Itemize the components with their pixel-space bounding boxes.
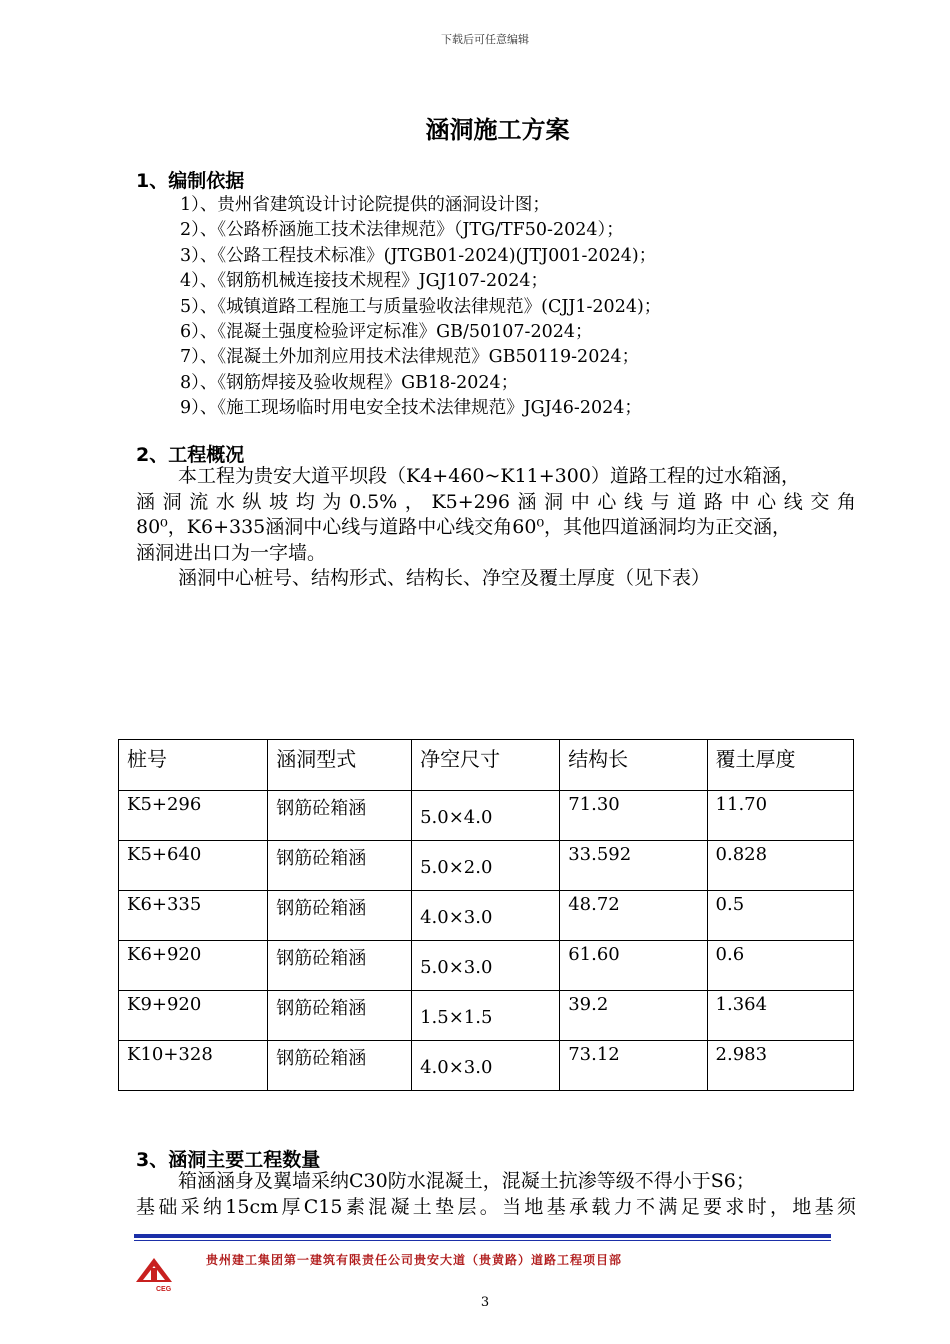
- reference-item: 6）、《混凝土强度检验评定标准》GB/50107-2024；: [180, 322, 593, 343]
- footer-rule-thick: [134, 1234, 831, 1238]
- table-row: [119, 841, 854, 891]
- table-cell: 钢筋砼箱涵: [268, 1041, 412, 1091]
- table-cell: 48.72: [560, 891, 707, 941]
- overview-line: 涵洞进出口为一字墙。: [136, 541, 327, 564]
- reference-item: 4）、《钢筋机械连接技术规程》JGJ107-2024；: [180, 271, 548, 292]
- overview-line: 80⁰，K6+335涵洞中心线与道路中心线交角60⁰，其他四道涵洞均为正交涵，: [136, 516, 792, 538]
- reference-item: 9）、《施工现场临时用电安全技术法律规范》JGJ46-2024；: [180, 398, 642, 419]
- section-3-body: [136, 1169, 856, 1220]
- table-cell: 钢筋砼箱涵: [268, 891, 412, 941]
- table-cell: 钢筋砼箱涵: [268, 841, 412, 891]
- reference-list: [180, 193, 661, 422]
- footer-rule-thin: [134, 1240, 831, 1241]
- table-cell: 4.0×3.0: [412, 1041, 560, 1091]
- table-row: [119, 891, 854, 941]
- table-cell: 钢筋砼箱涵: [268, 941, 412, 991]
- table-header-cell: 结构长: [560, 740, 707, 791]
- table-row: [119, 791, 854, 841]
- table-row: [119, 941, 854, 991]
- table-cell: 钢筋砼箱涵: [268, 791, 412, 841]
- logo-text: CEG: [156, 1286, 172, 1293]
- page-number: 3: [480, 1295, 490, 1310]
- table-cell: 39.2: [560, 991, 707, 1041]
- footer-organization: 贵州建工集团第一建筑有限责任公司贵安大道（贵黄路）道路工程项目部: [206, 1253, 623, 1267]
- reference-item: 2）、《公路桥涵施工技术法律规范》（JTG/TF50-2024）；: [180, 220, 624, 241]
- reference-item: 5）、《城镇道路工程施工与质量验收法律规范》(CJJ1-2024)；: [180, 296, 662, 317]
- table-cell: K10+328: [119, 1041, 268, 1091]
- table-cell: 0.5: [707, 891, 853, 941]
- table-header-cell: 覆土厚度: [707, 740, 853, 791]
- table-cell: 71.30: [560, 791, 707, 841]
- table-header-cell: 涵洞型式: [268, 740, 412, 791]
- table-cell: 2.983: [707, 1041, 853, 1091]
- quantity-line: 箱涵涵身及翼墙采纳C30防水混凝土，混凝土抗渗等级不得小于S6；: [178, 1170, 755, 1192]
- document-title: 涵洞施工方案: [425, 116, 570, 144]
- header-note: 下载后可任意编辑: [441, 33, 529, 46]
- table-cell: 73.12: [560, 1041, 707, 1091]
- table-header-cell: 桩号: [119, 740, 268, 791]
- table-cell: K6+335: [119, 891, 268, 941]
- table-cell: 61.60: [560, 941, 707, 991]
- table-row: [119, 1041, 854, 1091]
- section-1-heading: 1、编制依据: [136, 170, 245, 192]
- section-2-body: [136, 464, 856, 592]
- table-cell: 5.0×4.0: [412, 791, 560, 841]
- table-cell: 11.70: [707, 791, 853, 841]
- table-row: [119, 991, 854, 1041]
- table-cell: 4.0×3.0: [412, 891, 560, 941]
- reference-item: 8）、《钢筋焊接及验收规程》GB18-2024；: [180, 372, 519, 393]
- section-3-heading: 3、涵洞主要工程数量: [136, 1149, 321, 1171]
- reference-item: 1）、贵州省建筑设计讨论院提供的涵洞设计图；: [180, 195, 550, 215]
- table-header-row: [119, 740, 854, 791]
- reference-item: 7）、《混凝土外加剂应用技术法律规范》GB50119-2024；: [180, 347, 640, 368]
- table-cell: K5+296: [119, 791, 268, 841]
- table-cell: K9+920: [119, 991, 268, 1041]
- table-cell: 钢筋砼箱涵: [268, 991, 412, 1041]
- table-cell: K5+640: [119, 841, 268, 891]
- culvert-table: [118, 739, 854, 1091]
- section-2-heading: 2、工程概况: [136, 444, 245, 466]
- table-cell: 33.592: [560, 841, 707, 891]
- table-cell: 1.364: [707, 991, 853, 1041]
- reference-item: 3）、《公路工程技术标准》(JTGB01-2024)(JTJ001-2024)；: [180, 245, 657, 266]
- quantity-line: 基础采纳15cm厚C15素混凝土垫层。当地基承载力不满足要求时，地基须: [136, 1195, 856, 1218]
- table-cell: K6+920: [119, 941, 268, 991]
- table-cell: 5.0×2.0: [412, 841, 560, 891]
- table-cell: 1.5×1.5: [412, 991, 560, 1041]
- overview-line: 涵洞流水纵坡均为0.5%，K5+296涵洞中心线与道路中心线交角: [136, 490, 856, 513]
- overview-line: 本工程为贵安大道平坝段（K4+460~K11+300）道路工程的过水箱涵，: [178, 465, 800, 487]
- table-cell: 0.6: [707, 941, 853, 991]
- table-cell: 5.0×3.0: [412, 941, 560, 991]
- table-header-cell: 净空尺寸: [412, 740, 560, 791]
- company-logo-icon: [134, 1256, 174, 1296]
- table-cell: 0.828: [707, 841, 853, 891]
- overview-line: 涵洞中心桩号、结构形式、结构长、净空及覆土厚度（见下表）: [178, 567, 711, 589]
